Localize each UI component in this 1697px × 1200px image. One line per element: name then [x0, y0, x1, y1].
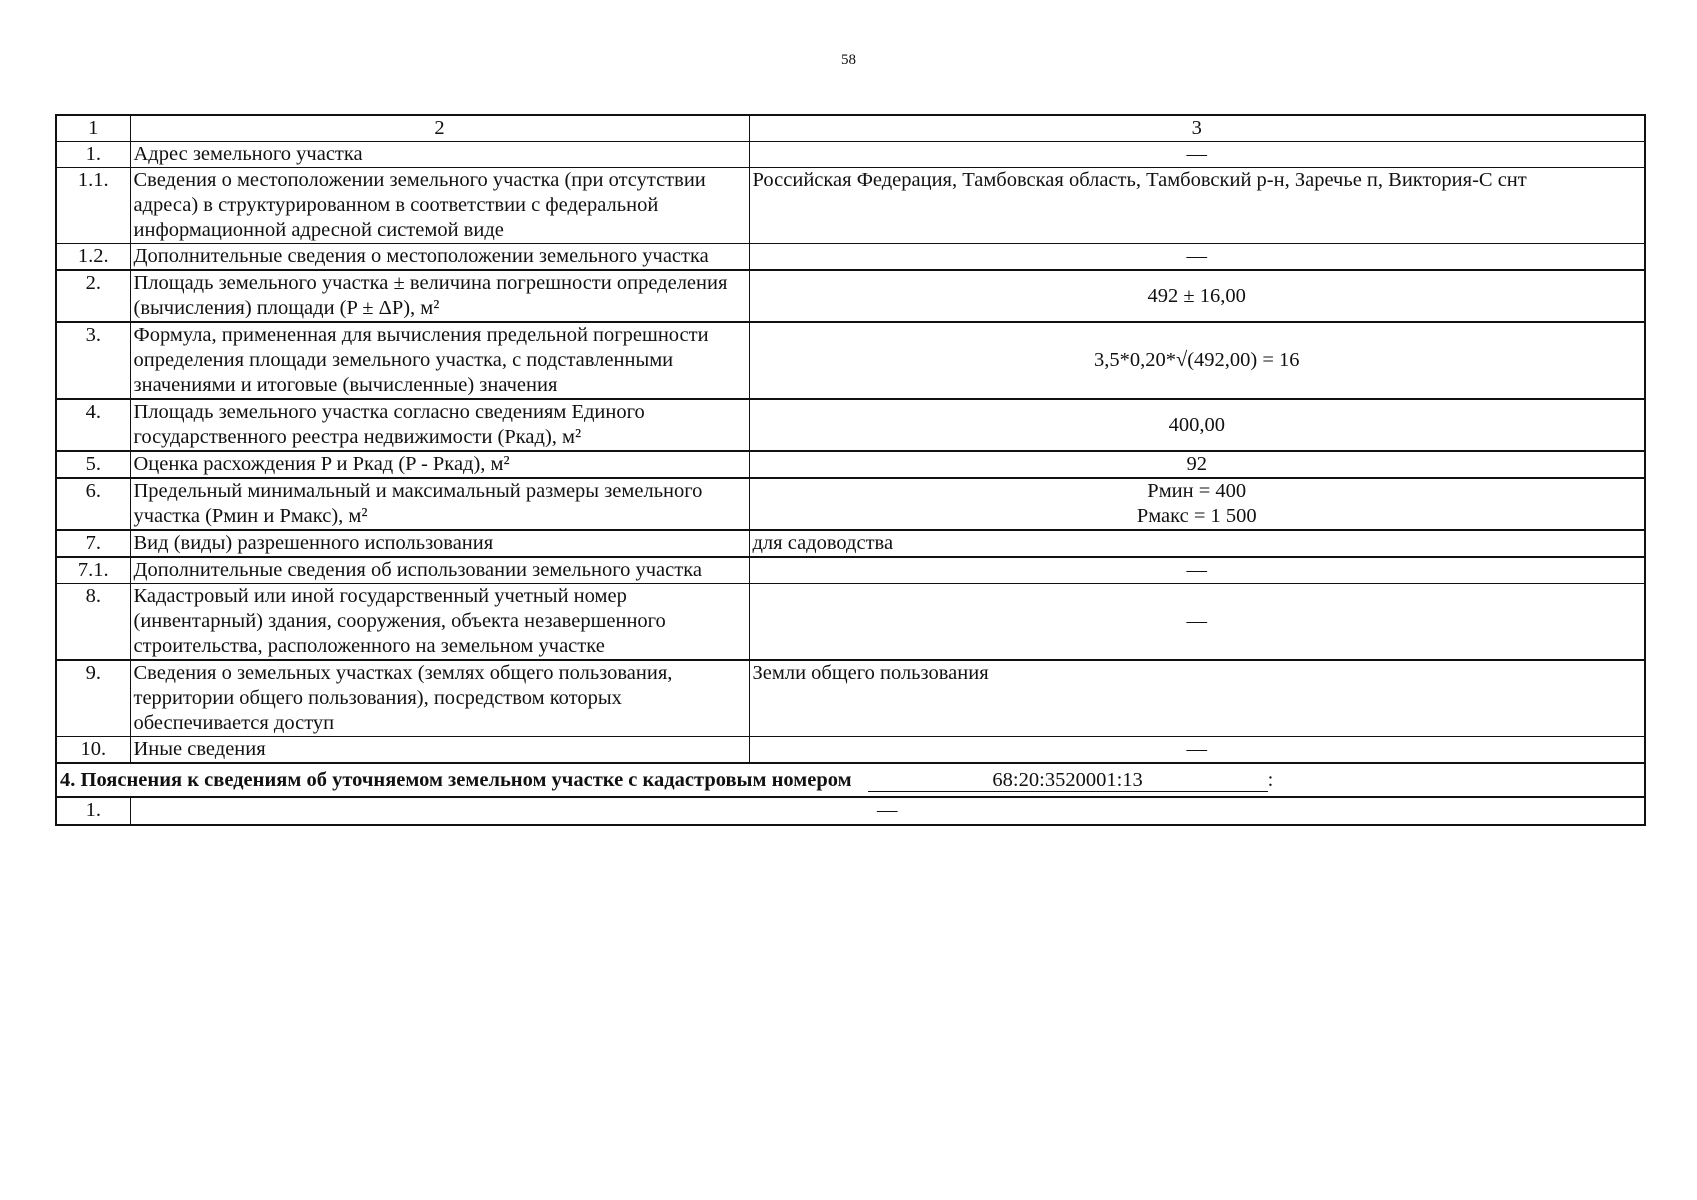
section-4-row	[56, 797, 1645, 825]
row-value: Российская Федерация, Тамбовская область, Тамбовский р-н, Заречье п, Виктория-С снт	[749, 168, 1645, 244]
row-number: 3.	[56, 322, 130, 399]
row-value: —	[749, 737, 1645, 764]
row-number: 6.	[56, 478, 130, 530]
row-value: —	[749, 584, 1645, 661]
row-value: 400,00	[749, 399, 1645, 451]
row-label: Формула, примененная для вычисления предельной погрешности определения площади земельного участка, с подставленными значениями и итоговые (вычисленные) значения	[130, 322, 749, 399]
row-label: Площадь земельного участка согласно сведениям Единого государственного реестра недвижимости (Pкад), м²	[130, 399, 749, 451]
table-row-formula	[56, 322, 1645, 399]
row-label: Адрес земельного участка	[130, 142, 749, 168]
header-col-3: 3	[749, 115, 1645, 142]
row-number: 1.	[56, 797, 130, 825]
row-number: 10.	[56, 737, 130, 764]
table-row-discrepancy	[56, 451, 1645, 478]
row-value: Земли общего пользования	[749, 660, 1645, 737]
row-number: 1.2.	[56, 244, 130, 271]
row-number: 2.	[56, 270, 130, 322]
row-number: 4.	[56, 399, 130, 451]
row-label: Сведения о местоположении земельного участка (при отсутствии адреса) в структурированном в соответствии с федеральной информационной адресной системой виде	[130, 168, 749, 244]
section-4-colon: :	[1267, 769, 1274, 791]
row-label: Дополнительные сведения о местоположении земельного участка	[130, 244, 749, 271]
table-row-area	[56, 270, 1645, 322]
table-header-row	[56, 115, 1645, 142]
row-value: 3,5*0,20*√(492,00) = 16	[749, 322, 1645, 399]
row-number: 8.	[56, 584, 130, 661]
table-row-address	[56, 142, 1645, 168]
table-row-other	[56, 737, 1645, 764]
row-value: 492 ± 16,00	[749, 270, 1645, 322]
row-value: —	[130, 797, 1645, 825]
table-row-size-limits	[56, 478, 1645, 530]
row-number: 7.	[56, 530, 130, 557]
max-size-value: Pмакс = 1 500	[1136, 505, 1257, 527]
header-col-2: 2	[130, 115, 749, 142]
table-row-access	[56, 660, 1645, 737]
row-value: —	[749, 244, 1645, 271]
row-label: Оценка расхождения P и Pкад (P - Pкад), м²	[130, 451, 749, 478]
land-plot-info-table	[55, 114, 1646, 826]
table-row-building-number	[56, 584, 1645, 661]
row-number: 1.	[56, 142, 130, 168]
cadastral-number: 68:20:3520001:13	[868, 769, 1268, 792]
table-row-additional-use	[56, 557, 1645, 584]
row-label: Сведения о земельных участках (землях общего пользования, территории общего пользования), посредством которых обеспечивается доступ	[130, 660, 749, 737]
row-label: Предельный минимальный и максимальный размеры земельного участка (Pмин и Pмакс), м²	[130, 478, 749, 530]
row-number: 5.	[56, 451, 130, 478]
row-value: 92	[749, 451, 1645, 478]
row-label: Дополнительные сведения об использовании земельного участка	[130, 557, 749, 584]
section-4-title: 4. Пояснения к сведениям об уточняемом земельном участке с кадастровым номером	[60, 769, 852, 791]
table-row-additional-location	[56, 244, 1645, 271]
section-4-title-cell	[56, 763, 1645, 797]
row-label: Кадастровый или иной государственный учетный номер (инвентарный) здания, сооружения, объекта незавершенного строительства, расположенного на земельном участке	[130, 584, 749, 661]
row-value: —	[749, 557, 1645, 584]
row-label: Площадь земельного участка ± величина погрешности определения (вычисления) площади (P ± ΔP), м²	[130, 270, 749, 322]
row-number: 9.	[56, 660, 130, 737]
section-4-header	[56, 763, 1645, 797]
row-label: Иные сведения	[130, 737, 749, 764]
table-row-location	[56, 168, 1645, 244]
min-size-value: Pмин = 400	[1147, 480, 1247, 502]
row-value: —	[749, 142, 1645, 168]
row-label: Вид (виды) разрешенного использования	[130, 530, 749, 557]
row-value: для садоводства	[749, 530, 1645, 557]
table-row-egrn-area	[56, 399, 1645, 451]
row-number: 7.1.	[56, 557, 130, 584]
page-number: 58	[841, 52, 856, 68]
table-row-permitted-use	[56, 530, 1645, 557]
row-value	[749, 478, 1645, 530]
header-col-1: 1	[56, 115, 130, 142]
row-number: 1.1.	[56, 168, 130, 244]
